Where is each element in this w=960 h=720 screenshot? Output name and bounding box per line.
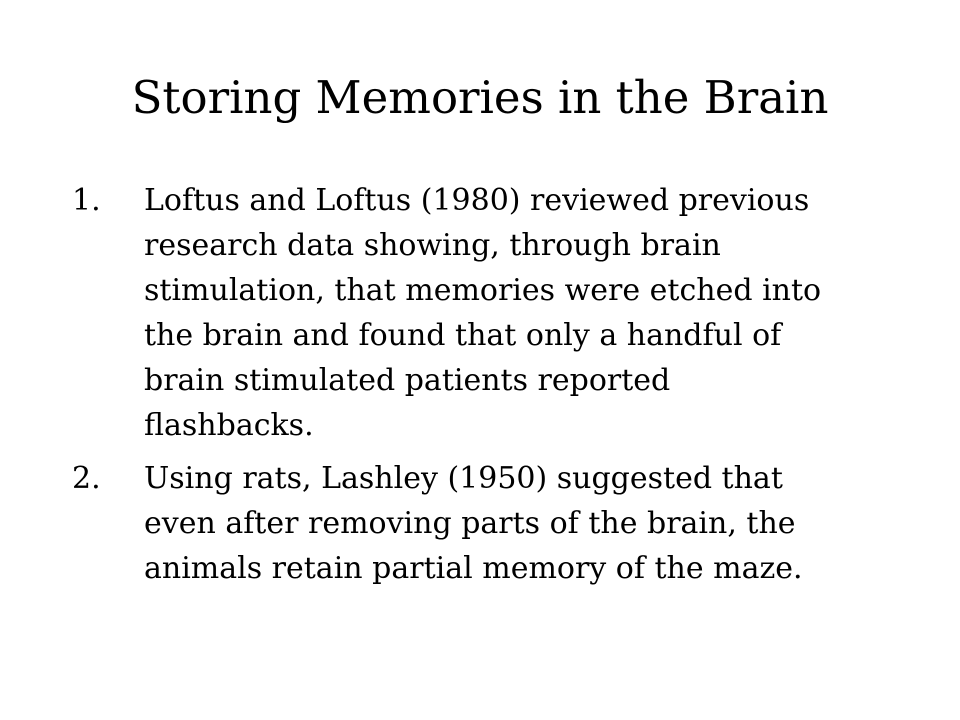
list-item-line: Loftus and Loftus (1980) reviewed previous xyxy=(144,183,810,218)
list-item-line: even after removing parts of the brain, the xyxy=(144,506,796,541)
slide-title: Storing Memories in the Brain xyxy=(131,71,829,124)
list-item-number: 2. xyxy=(72,461,101,496)
list-item-number: 1. xyxy=(72,183,101,218)
list-item xyxy=(72,456,912,591)
list-item-line: animals retain partial memory of the maze. xyxy=(144,551,803,586)
numbered-list xyxy=(72,178,912,599)
list-item-line: the brain and found that only a handful of xyxy=(144,318,782,353)
list-item-line: brain stimulated patients reported xyxy=(144,363,671,398)
list-item-line: Using rats, Lashley (1950) suggested that xyxy=(144,461,783,496)
list-item xyxy=(72,178,912,448)
list-item-line: flashbacks. xyxy=(144,408,314,443)
list-item-line: research data showing, through brain xyxy=(144,228,721,263)
list-item-line: stimulation, that memories were etched into xyxy=(144,273,822,308)
